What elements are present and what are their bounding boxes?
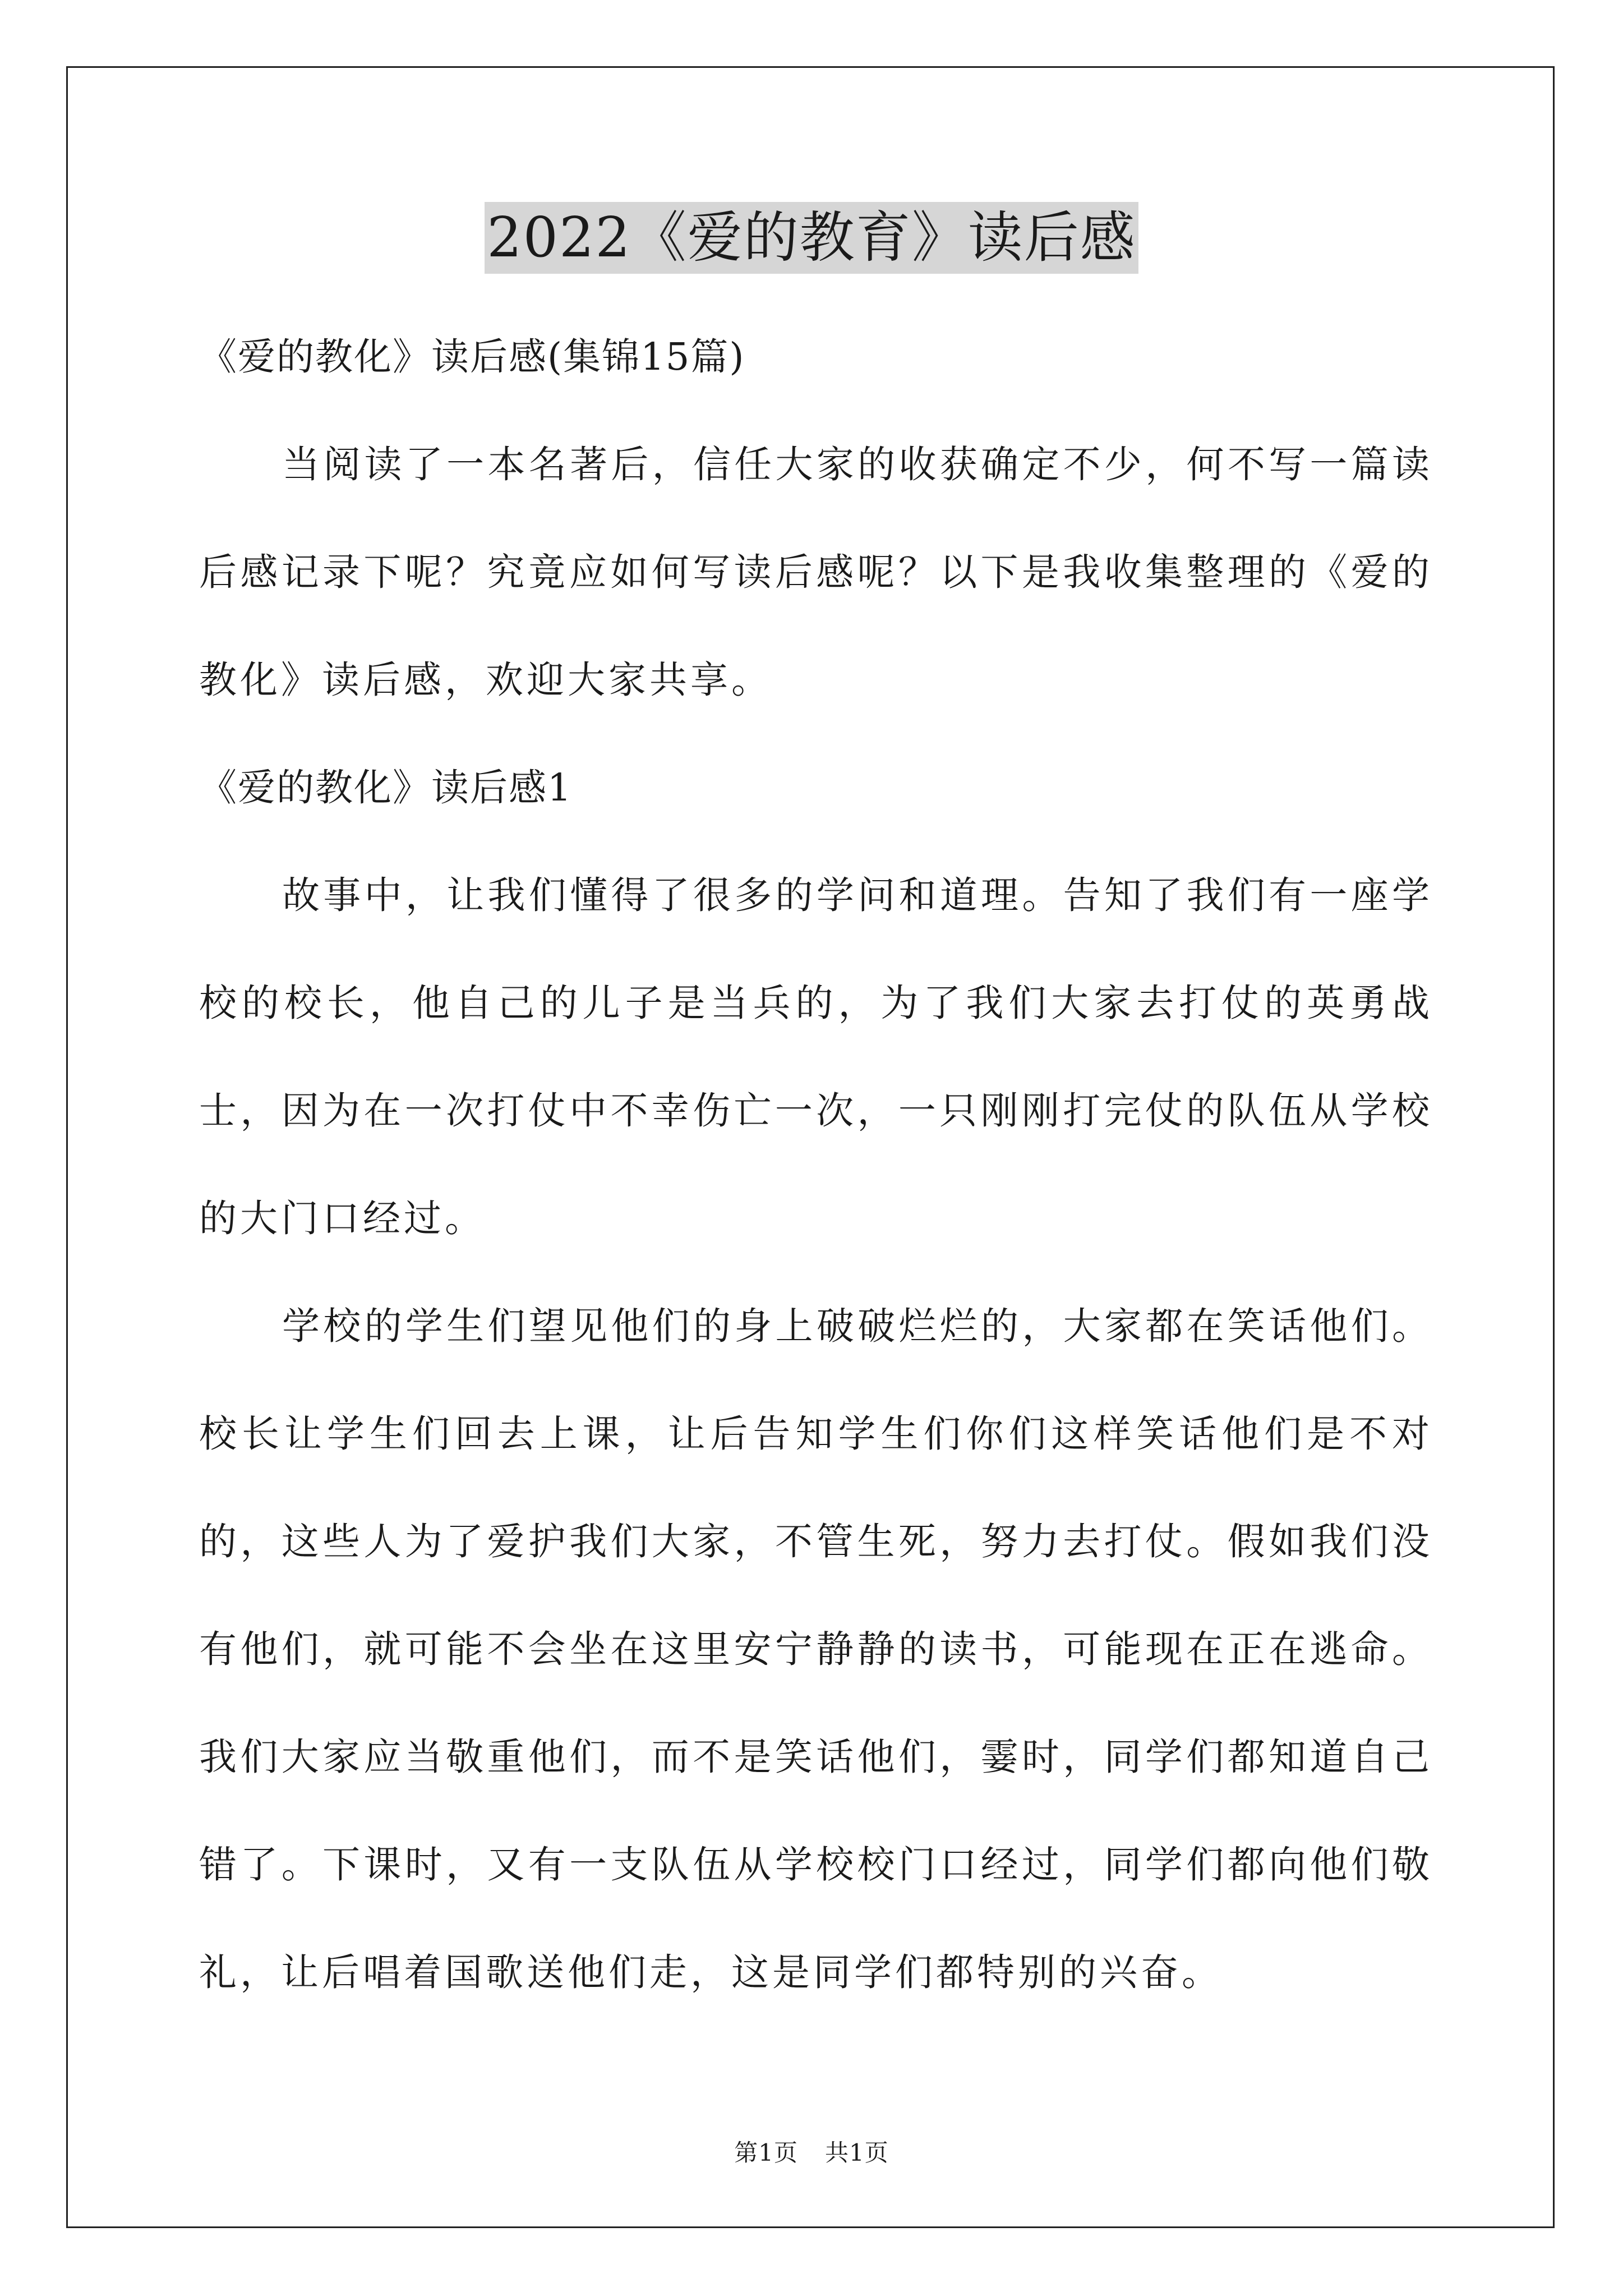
document-body (199, 303, 1433, 2026)
section-heading: 《爱的教化》读后感1 (199, 766, 573, 809)
page-footer (0, 2134, 1623, 2168)
collection-subtitle: 《爱的教化》读后感(集锦15篇) (199, 335, 745, 379)
intro-paragraph: 当阅读了一本名著后，信任大家的收获确定不少，何不写一篇读后感记录下呢？究竟应如何写读后感呢？以下是我收集整理的《爱的教化》读后感，欢迎大家共享。 (199, 443, 1433, 702)
body-paragraph-2: 学校的学生们望见他们的身上破破烂烂的，大家都在笑话他们。校长让学生们回去上课，让后告知学生们你们这样笑话他们是不对的，这些人为了爱护我们大家，不管生死，努力去打仗。假如我们没有他们，就可能不会坐在这里安宁静静的读书，可能现在正在逃命。我们大家应当敬重他们，而不是笑话他们，霎时，同学们都知道自己错了。下课时，又有一支队伍从学校校门口经过，同学们都向他们敬礼，让后唱着国歌送他们走，这是同学们都特别的兴奋。 (199, 1304, 1433, 1994)
title-container (0, 202, 1623, 274)
page-total: 共1页 (825, 2139, 889, 2166)
body-paragraph-1: 故事中，让我们懂得了很多的学问和道理。告知了我们有一座学校的校长，他自己的儿子是当兵的，为了我们大家去打仗的英勇战士，因为在一次打仗中不幸伤亡一次，一只刚刚打完仗的队伍从学校的大门口经过。 (199, 873, 1433, 1240)
page-number: 第1页 (734, 2139, 798, 2166)
document-title: 2022《爱的教育》读后感 (485, 202, 1138, 274)
